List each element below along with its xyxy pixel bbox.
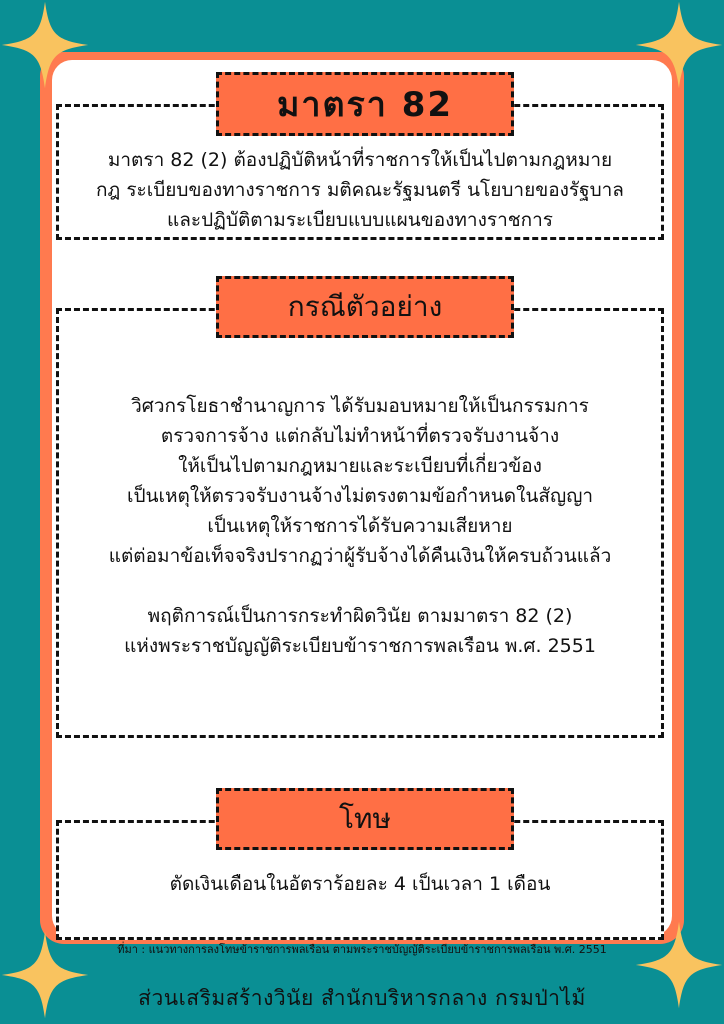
- section2-conclusion-line: แห่งพระราชบัญญัติระเบียบข้าราชการพลเรือน พ.ศ. 2551: [124, 635, 596, 657]
- section1-title-text: มาตรา 82: [276, 85, 454, 125]
- section3-title: [216, 788, 514, 850]
- footer-credit: ส่วนเสริมสร้างวินัย สำนักบริหารกลาง กรมป่าไม้: [138, 986, 586, 1010]
- section2-line: เป็นเหตุให้ราชการได้รับความเสียหาย: [207, 515, 513, 537]
- section2-line: วิศวกรโยธาชำนาญการ ได้รับมอบหมายให้เป็นกรรมการ: [131, 395, 589, 417]
- sparkle-star-icon: [0, 0, 90, 90]
- section1-text: [59, 145, 661, 235]
- section2-conclusion: [59, 601, 661, 661]
- section2-line: ให้เป็นไปตามกฎหมายและระเบียบที่เกี่ยวข้อง: [178, 455, 542, 477]
- section2-text: [59, 391, 661, 571]
- sparkle-star-icon: [634, 0, 724, 90]
- section1-line: กฎ ระเบียบของทางราชการ มติคณะรัฐมนตรี นโยบายของรัฐบาล: [96, 179, 624, 201]
- section1-line: มาตรา 82 (2) ต้องปฏิบัติหน้าที่ราชการให้เป็นไปตามกฎหมาย: [107, 149, 613, 171]
- section2-conclusion-line: พฤติการณ์เป็นการกระทำผิดวินัย ตามมาตรา 82 (2): [147, 605, 573, 627]
- section2-title-text: กรณีตัวอย่าง: [287, 290, 443, 323]
- section2-box: [56, 308, 664, 738]
- section3-title-text: โทษ: [339, 802, 391, 835]
- section1-line: และปฏิบัติตามระเบียบแบบแผนของทางราชการ: [166, 209, 554, 231]
- section2-title: [216, 276, 514, 338]
- section2-line: ตรวจการจ้าง แต่กลับไม่ทำหน้าที่ตรวจรับงานจ้าง: [160, 425, 560, 447]
- source-note: ที่มา : แนวทางการลงโทษข้าราชการพลเรือน ตามพระราชบัญญัติระเบียบข้าราชการพลเรือน พ.ศ. 2551: [117, 943, 607, 956]
- section1-title: [216, 72, 514, 136]
- section2-line: เป็นเหตุให้ตรวจรับงานจ้างไม่ตรงตามข้อกำหนดในสัญญา: [126, 485, 594, 507]
- section2-line: แต่ต่อมาข้อเท็จจริงปรากฏว่าผู้รับจ้างได้คืนเงินให้ครบถ้วนแล้ว: [108, 545, 612, 567]
- section3-text: ตัดเงินเดือนในอัตราร้อยละ 4 เป็นเวลา 1 เดือน: [169, 873, 551, 895]
